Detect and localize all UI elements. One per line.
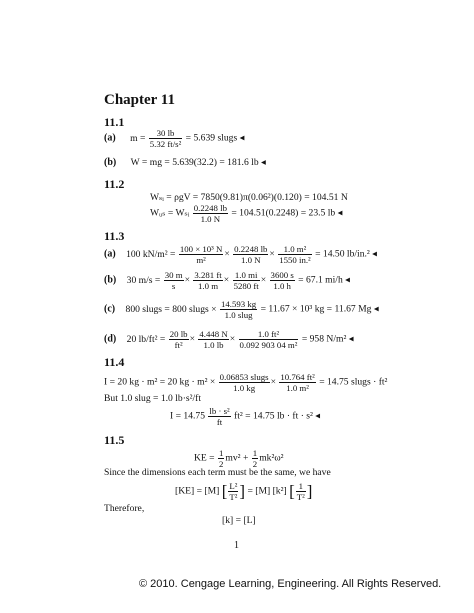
eq-rhs: = 14.75 slugs · ft² xyxy=(319,376,388,388)
eq-mid: = [M] [k²] xyxy=(247,485,287,497)
numerator: 3600 s xyxy=(270,270,294,280)
problem-11-3-a: (a) 100 kN/m² = $\frac{\text{100 × 10³ N}}{\text{m²}}$ × $\frac{0.2248 lb}{1.0 N}$ × $\frac{\text{1.0 m²}}{\text{1550 in.²}}$ = 14.50 lb/in.² ◂ xyxy=(104,244,377,265)
eq-lhs: I = 20 kg · m² = 20 kg · m² × xyxy=(104,376,216,388)
denominator: 2 xyxy=(219,459,224,469)
numerator: 1 xyxy=(219,448,224,458)
fraction xyxy=(270,270,295,291)
denominator: 1.0 lb xyxy=(203,340,224,350)
denominator: 1.0 N xyxy=(241,255,261,265)
denominator: 0.092 903 04 m² xyxy=(239,340,298,350)
denominator: 1.0 m² xyxy=(286,383,309,393)
eq-lhs: m = xyxy=(130,132,146,144)
problem-11-5-k-equation: [k] = [L] xyxy=(222,515,256,526)
numerator: 3.281 ft xyxy=(194,270,222,280)
problem-11-5-ke-equation xyxy=(194,448,284,469)
numerator: 1.0 m² xyxy=(278,244,311,255)
fraction xyxy=(252,448,258,469)
term: mv² + xyxy=(225,452,249,464)
fraction xyxy=(228,481,238,502)
numerator: 1 xyxy=(252,448,258,458)
numerator: lb · s² xyxy=(209,406,230,416)
fraction xyxy=(220,299,257,320)
numerator: 30 m xyxy=(164,270,183,280)
denominator: m² xyxy=(196,255,206,265)
denominator: ft xyxy=(216,417,223,427)
problem-11-1-a xyxy=(104,128,244,149)
denominator: 1550 in.² xyxy=(279,255,311,265)
bracket-close: ] xyxy=(239,481,246,501)
fraction xyxy=(179,244,224,265)
fraction xyxy=(198,329,228,350)
part-label: (a) xyxy=(104,248,116,260)
eq-lhs: 800 slugs = 800 slugs × xyxy=(125,303,217,315)
section-11-5-heading: 11.5 xyxy=(104,433,125,447)
problem-11-1-b xyxy=(104,157,266,168)
fraction xyxy=(278,244,311,265)
numerator: 100 × 10³ N xyxy=(179,244,223,254)
problem-11-2-line-2 xyxy=(150,203,342,224)
numerator: 4.448 N xyxy=(199,329,228,339)
eq-lhs: KE = xyxy=(194,452,215,464)
fraction xyxy=(279,372,315,393)
denominator: 1.0 N xyxy=(200,214,221,224)
bracket-close: ] xyxy=(306,481,313,501)
part-label: (c) xyxy=(104,303,116,315)
eq-lhs: 100 kN/m² = xyxy=(126,248,176,260)
problem-11-4-line-1: I = 20 kg · m² = 20 kg · m² × $\frac{\text{0.06853 slugs}}{1.0 kg}$ × $\frac{\text{10.764 ft²}}{\text{1.0 m²}}$ = 14.75 slugs · ft² xyxy=(104,372,388,393)
section-11-4-heading: 11.4 xyxy=(104,355,125,369)
problem-11-3-b: (b) 30 m/s = $\frac{30 m}{s}$ × $\frac{3.281 ft}{1.0 m}$ × $\frac{1.0 mi}{5280 ft}$ × $\frac{3600 s}{1.0 h}$ = 67.1 mi/h ◂ xyxy=(104,270,350,291)
numerator: 1 xyxy=(296,481,306,492)
denominator: 1.0 slug xyxy=(224,310,253,320)
eq-lhs: Wᵤₛ = Wₛᵢ xyxy=(150,207,190,219)
problem-11-4-but-text: But 1.0 slug = 1.0 lb·s²/ft xyxy=(104,393,202,404)
eq-rhs: = 67.1 mi/h ◂ xyxy=(298,274,350,286)
part-label: (d) xyxy=(104,333,117,345)
numerator: 0.06853 slugs xyxy=(219,372,269,382)
problem-11-4-line-2 xyxy=(170,406,320,427)
fraction xyxy=(149,128,182,149)
problem-11-5-dimension-equation xyxy=(175,481,312,502)
eq-rhs: = 11.67 × 10³ kg = 11.67 Mg ◂ xyxy=(260,303,379,315)
denominator: 1.0 kg xyxy=(233,383,256,393)
fraction xyxy=(239,329,299,350)
eq-rhs: = 5.639 slugs ◂ xyxy=(185,132,245,144)
eq-lhs: 20 lb/ft² = xyxy=(126,333,166,345)
fraction xyxy=(218,448,224,469)
part-label: (a) xyxy=(104,132,116,144)
term: mk²ω² xyxy=(259,452,284,464)
denominator: 5.32 ft/s² xyxy=(149,139,182,149)
eq-lhs: I = 14.75 xyxy=(170,410,205,422)
denominator: 1.0 m xyxy=(198,281,219,291)
problem-11-5-therefore-text: Therefore, xyxy=(104,503,145,514)
problem-11-5-since-text: Since the dimensions each term must be the same, we have xyxy=(104,467,331,478)
numerator: 30 lb xyxy=(149,128,182,139)
numerator: 14.593 kg xyxy=(220,299,257,309)
fraction xyxy=(193,270,222,291)
equation: W = mg = 5.639(32.2) = 181.6 lb ◂ xyxy=(130,157,266,168)
denominator: ft² xyxy=(174,340,183,350)
problem-11-2-line-1: Wₛᵢ = ρgV = 7850(9.81)π(0.06²)(0.120) = 104.51 N xyxy=(150,192,348,203)
fraction xyxy=(164,270,184,291)
fraction xyxy=(208,406,230,427)
eq-lhs: 30 m/s = xyxy=(126,274,161,286)
section-11-3-heading: 11.3 xyxy=(104,229,125,243)
section-11-2-heading: 11.2 xyxy=(104,177,125,191)
fraction xyxy=(193,203,228,224)
eq-rhs: = 104.51(0.2248) = 23.5 lb ◂ xyxy=(231,207,343,219)
numerator: 20 lb xyxy=(169,329,188,339)
copyright-footer: © 2010. Cengage Learning, Engineering. All Rights Reserved. xyxy=(139,578,442,590)
bracket-open: [ xyxy=(221,481,228,501)
numerator: L² xyxy=(229,481,238,491)
numerator: 0.2248 lb xyxy=(193,203,227,213)
fraction xyxy=(219,372,270,393)
denominator: s xyxy=(171,281,176,291)
eq-lhs: [KE] = [M] xyxy=(175,485,220,497)
denominator: 2 xyxy=(252,459,258,469)
fraction xyxy=(169,329,189,350)
denominator: 5280 ft xyxy=(233,281,259,291)
numerator: 0.2248 lb xyxy=(234,244,268,254)
problem-11-3-c xyxy=(104,299,379,320)
eq-rhs: ft² = 14.75 lb · ft · s² ◂ xyxy=(234,410,321,422)
part-label: (b) xyxy=(104,157,117,168)
fraction xyxy=(233,244,268,265)
fraction xyxy=(233,270,260,291)
numerator: 1.0 mi xyxy=(233,270,260,281)
numerator: 10.764 ft² xyxy=(280,372,315,382)
chapter-title: Chapter 11 xyxy=(104,92,175,108)
part-label: (b) xyxy=(104,274,117,286)
fraction xyxy=(296,481,306,502)
denominator: T² xyxy=(229,492,238,502)
page-number: 1 xyxy=(234,540,239,551)
denominator: 1.0 h xyxy=(273,281,291,291)
eq-rhs: = 958 N/m² ◂ xyxy=(301,333,354,345)
eq-rhs: = 14.50 lb/in.² ◂ xyxy=(315,248,377,260)
section-11-1-heading: 11.1 xyxy=(104,115,125,129)
numerator: 1.0 ft² xyxy=(239,329,299,340)
problem-11-3-d: (d) 20 lb/ft² = $\frac{20 lb}{\text{ft²}}$ × $\frac{4.448 N}{1.0 lb}$ × $\frac{\text{1.0 ft²}}{\text{0.092 903 04 m²}}$ = 958 N/m² ◂ xyxy=(104,329,354,350)
bracket-open: [ xyxy=(289,481,295,501)
denominator: T² xyxy=(296,492,305,502)
